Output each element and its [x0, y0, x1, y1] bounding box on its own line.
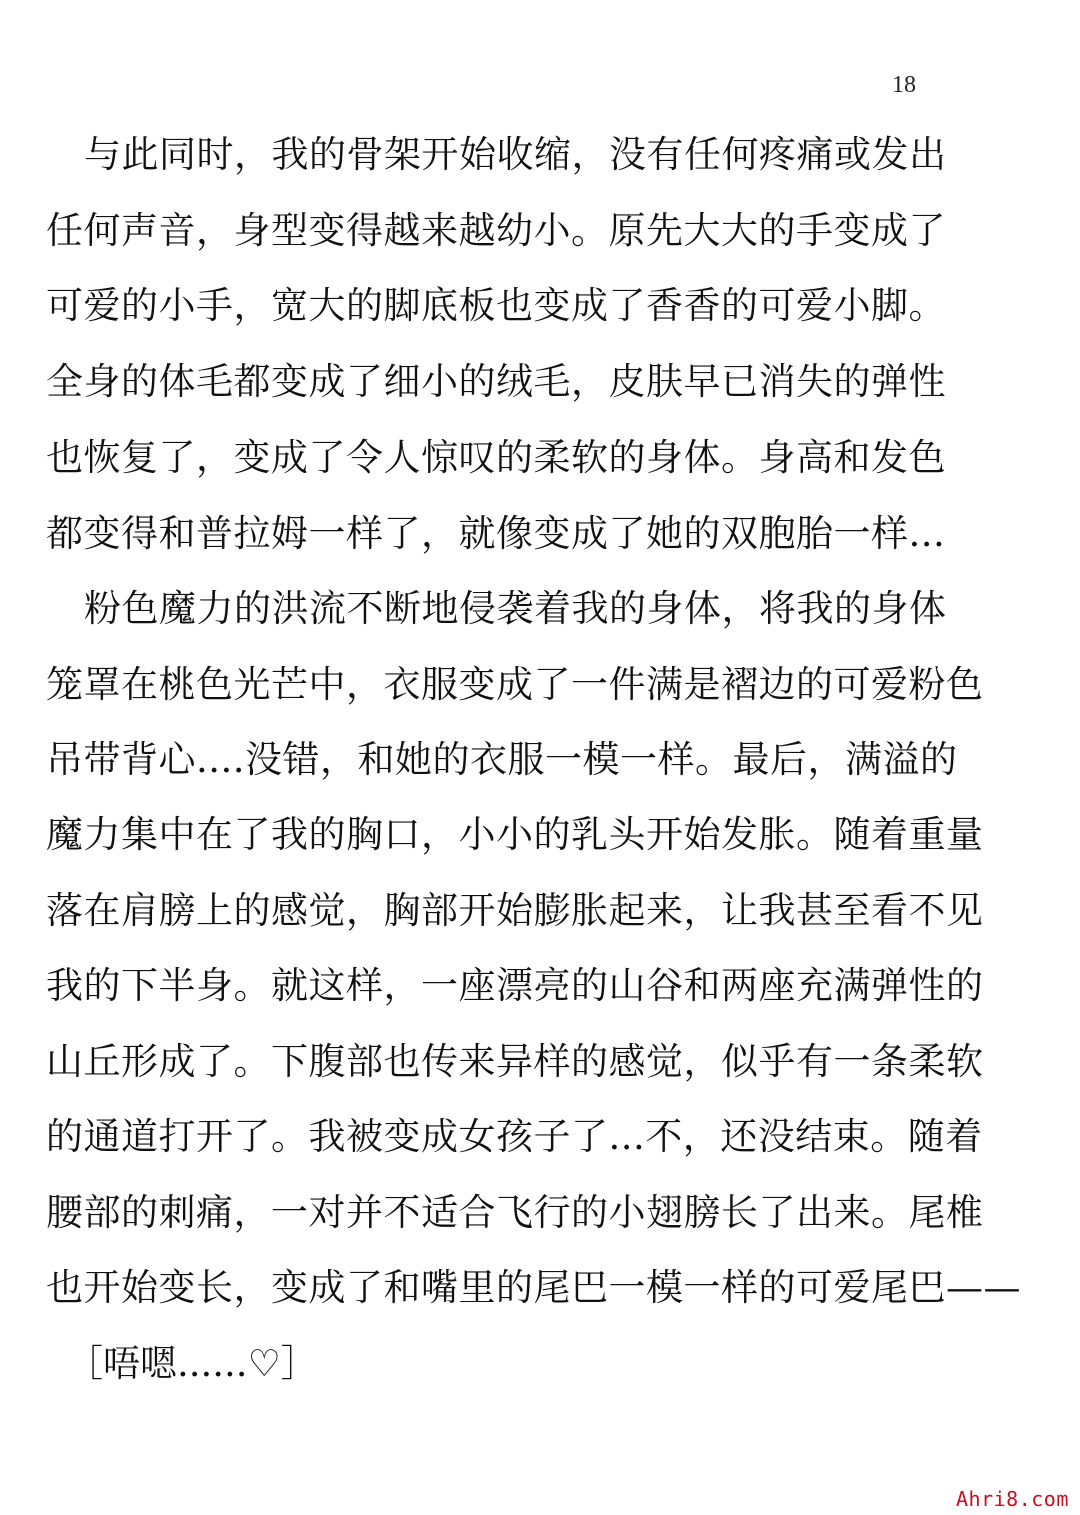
paragraph-2-line-4: 魔力集中在了我的胸口，小小的乳头开始发胀。随着重量 [46, 813, 984, 856]
paragraph-1-line-5: 也恢复了，变成了令人惊叹的柔软的身体。身高和发色 [46, 436, 946, 479]
paragraph-2-line-5: 落在肩膀上的感觉，胸部开始膨胀起来，让我甚至看不见 [46, 889, 984, 932]
paragraph-2-line-7: 山丘形成了。下腹部也传来异样的感觉，似乎有一条柔软 [46, 1040, 984, 1083]
paragraph-2-line-3: 吊带背心....没错，和她的衣服一模一样。最后，满溢的 [46, 738, 958, 781]
paragraph-1-line-6: 都变得和普拉姆一样了，就像变成了她的双胞胎一样... [46, 512, 946, 555]
paragraph-2-line-8: 的通道打开了。我被变成女孩子了...不，还没结束。随着 [46, 1115, 983, 1158]
paragraph-1-line-1: 与此同时，我的骨架开始收缩，没有任何疼痛或发出 [84, 133, 947, 176]
paragraph-2-line-2: 笼罩在桃色光芒中，衣服变成了一件满是褶边的可爱粉色 [46, 663, 984, 706]
paragraph-2-line-10: 也开始变长，变成了和嘴里的尾巴一模一样的可爱尾巴—— [46, 1266, 1021, 1309]
dialogue-line: ［唔嗯......♡］ [66, 1342, 318, 1385]
paragraph-1-line-3: 可爱的小手，宽大的脚底板也变成了香香的可爱小脚。 [46, 284, 946, 327]
site-watermark: Ahri8.com [956, 1487, 1069, 1511]
paragraph-2-line-6: 我的下半身。就这样，一座漂亮的山谷和两座充满弹性的 [46, 964, 984, 1007]
page-number: 18 [892, 72, 916, 98]
paragraph-1-line-2: 任何声音，身型变得越来越幼小。原先大大的手变成了 [46, 209, 946, 252]
paragraph-1-line-4: 全身的体毛都变成了细小的绒毛，皮肤早已消失的弹性 [46, 360, 946, 403]
paragraph-2-line-9: 腰部的刺痛，一对并不适合飞行的小翅膀长了出来。尾椎 [46, 1191, 984, 1234]
paragraph-2-line-1: 粉色魔力的洪流不断地侵袭着我的身体，将我的身体 [84, 587, 947, 630]
